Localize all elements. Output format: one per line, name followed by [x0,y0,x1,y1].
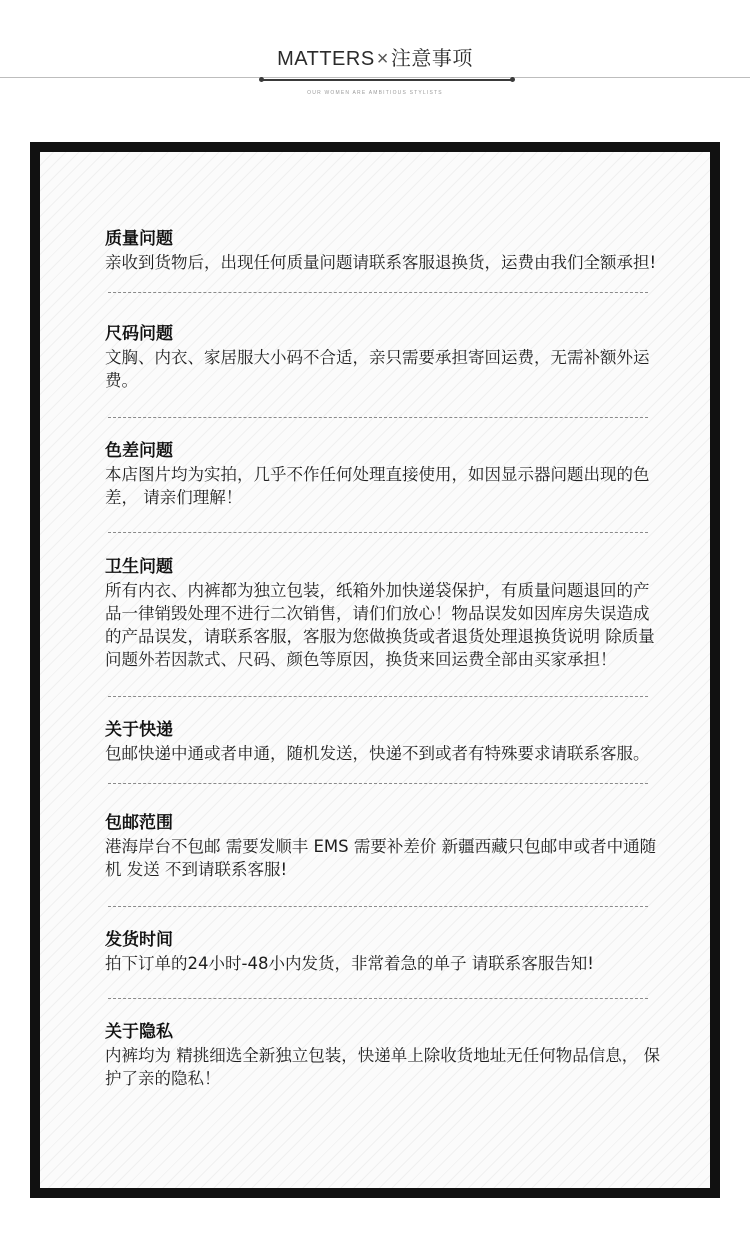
divider [108,906,648,907]
title-underline [262,79,512,81]
section-delivery [105,719,660,765]
divider [108,783,648,784]
title-cn: 注意事项 [390,48,473,70]
section-body: 所有内衣、内裤都为独立包装，纸箱外加快递袋保护，有质量问题退回的产品一律销毁处理不进行二次销售，请们们放心！物品误发如因库房失误造成的产品误发，请联系客服，客服为您做换货或者退货处理退换货说明 除质量问题外若因款式、尺码、颜色等原因，换货来回运费全部由买家承担！ [105,581,655,669]
section-heading: 关于隐私 [105,1022,173,1042]
section-body: 港海岸台不包邮 需要发顺丰 EMS 需要补差价 新疆西藏只包邮申或者中通随机 发送 不到请联系客服! [105,837,657,879]
notice-content [105,216,660,1090]
header-rule [0,77,750,78]
section-privacy [105,1021,660,1090]
section-body: 文胸、内衣、家居服大小码不合适，亲只需要承担寄回运费，无需补额外运费。 [105,348,650,390]
tagline: OUR WOMEN ARE AMBITIOUS STYLISTS [307,90,443,96]
section-body: 拍下订单的24小时-48小内发货，非常着急的单子 请联系客服告知! [105,954,594,973]
section-body: 包邮快递中通或者申通，随机发送，快递不到或者有特殊要求请联系客服。 [105,744,650,763]
section-body: 本店图片均为实拍，几乎不作任何处理直接使用，如因显示器问题出现的色差， 请亲们理解！ [105,465,650,507]
title-separator: × [376,48,389,70]
title-en: MATTERS [277,48,375,70]
section-heading: 色差问题 [105,441,173,461]
section-body: 亲收到货物后，出现任何质量问题请联系客服退换货，运费由我们全额承担! [105,253,657,272]
divider [108,292,648,293]
page-title [263,44,487,74]
section-heading: 质量问题 [105,229,173,249]
divider [108,998,648,999]
section-heading: 包邮范围 [105,813,173,833]
divider [108,417,648,418]
section-color [105,440,660,509]
header-title-wrap [0,44,750,74]
page-header [0,0,750,110]
notice-frame [30,142,720,1198]
section-heading: 关于快递 [105,720,173,740]
section-heading: 发货时间 [105,930,173,950]
section-heading: 尺码问题 [105,324,173,344]
section-heading: 卫生问题 [105,557,173,577]
section-shipping-range [105,812,660,881]
section-dispatch-time [105,929,660,975]
divider [108,532,648,533]
divider [108,696,648,697]
section-size [105,323,660,392]
section-hygiene [105,556,660,671]
section-body: 内裤均为 精挑细选全新独立包装，快递单上除收货地址无任何物品信息， 保护了亲的隐私！ [105,1046,660,1088]
section-quality [105,228,660,274]
